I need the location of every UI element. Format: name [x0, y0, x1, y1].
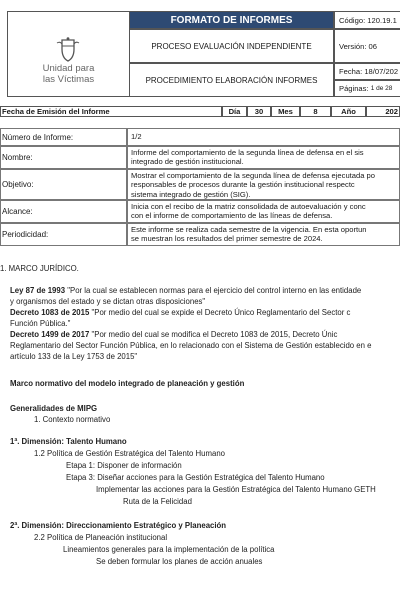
info-row-scope [0, 200, 400, 223]
document-version: Versión: 06 [334, 29, 400, 63]
pages-label: Páginas: [339, 84, 369, 93]
decree-1499-line2: Reglamentario del Sector Función Pública, en lo relacionado con el Sistema de Gestión establecido en e [10, 341, 372, 350]
info-value: Informe del comportamiento de la segunda línea de defensa en el sis integrado de gestión institucional. [127, 146, 400, 169]
emission-date-row [0, 106, 400, 117]
law-87-line2: y organismos del estado y se dictan otras disposiciones" [10, 297, 206, 306]
org-name [8, 63, 129, 85]
year-label: Año [331, 106, 366, 117]
info-value: Mostrar el comportamiento de la segunda línea de defensa ejecutada po responsables de procesos durante la gestión institucional respectc sistema integrado de gestión (SIG). [127, 169, 400, 200]
general-guidelines: Lineamientos generales para la implementación de la política [63, 545, 275, 554]
day-label: Día [222, 106, 247, 117]
logo-cell [7, 11, 129, 97]
info-value: Inicia con el recibo de la matriz consolidada de autoevaluación y conc con el informe de comportamiento de las líneas de defensa. [127, 200, 400, 223]
month-label: Mes [271, 106, 300, 117]
law-title: Decreto 1499 de 2017 [10, 330, 90, 339]
annual-action-plans: Se deben formular los planes de acción anuales [96, 557, 263, 566]
document-date: Fecha: 18/07/202 [334, 63, 400, 80]
info-row-objective [0, 169, 400, 200]
format-title: FORMATO DE INFORMES [129, 11, 334, 29]
mipg-generalities-heading: Generalidades de MIPG [10, 404, 98, 413]
stage-1: Etapa 1: Disponer de información [66, 461, 182, 470]
colombia-seal-icon [53, 37, 83, 63]
section-heading-legal: 1. MARCO JURÍDICO. [0, 264, 79, 273]
law-text: "Por medio del cual se expide el Decreto Único Reglamentario del Sector c [89, 308, 351, 317]
info-label: Número de Informe: [0, 128, 127, 146]
decree-1083-line1 [10, 308, 350, 318]
year-value: 202 [366, 106, 400, 117]
dimension-2-heading: 2ª. Dimensión: Direccionamiento Estratégico y Planeación [10, 521, 227, 530]
policy-1-2: 1.2 Política de Gestión Estratégica del Talento Humano [34, 449, 225, 458]
pages-value: 1 de 28 [370, 85, 393, 92]
decree-1499-line3: artículo 133 de la Ley 1753 de 2015" [10, 352, 138, 361]
info-label: Periodicidad: [0, 223, 127, 246]
org-name-line2: las Víctimas [42, 74, 95, 85]
org-name-line1: Unidad para [42, 63, 95, 74]
law-title: Decreto 1083 de 2015 [10, 308, 90, 317]
law-text: "Por medio del cual se modifica el Decreto 1083 de 2015, Decreto Únic [89, 330, 338, 339]
info-value: Este informe se realiza cada semestre de la vigencia. En esta oportun se muestran los resultados del primer semestre de 2024. [127, 223, 400, 246]
stage-3: Etapa 3: Diseñar acciones para la Gestión Estratégica del Talento Humano [66, 473, 325, 482]
info-row-number [0, 128, 400, 146]
info-label: Objetivo: [0, 169, 127, 200]
mipg-framework-heading: Marco normativo del modelo integrado de planeación y gestión [10, 379, 245, 388]
procedure-name: PROCEDIMIENTO ELABORACIÓN INFORMES [129, 63, 334, 97]
law-text: "Por la cual se establecen normas para el ejercicio del control interno en las entidade [65, 286, 362, 295]
info-value: 1/2 [127, 128, 400, 146]
decree-1499-line1 [10, 330, 337, 340]
process-name: PROCESO EVALUACIÓN INDEPENDIENTE [129, 29, 334, 63]
normative-context-item: 1. Contexto normativo [34, 415, 111, 424]
dimension-1-heading: 1ª. Dimensión: Talento Humano [10, 437, 127, 446]
info-row-name [0, 146, 400, 169]
page-count [334, 80, 400, 97]
implement-actions: Implementar las acciones para la Gestión Estratégica del Talento Humano GETH [96, 485, 376, 494]
document-header [7, 11, 400, 97]
day-value: 30 [247, 106, 271, 117]
law-87-line1 [10, 286, 361, 296]
info-label: Nombre: [0, 146, 127, 169]
emission-label: Fecha de Emisión del Informe [0, 106, 222, 117]
happiness-route: Ruta de la Felicidad [123, 497, 192, 506]
month-value: 8 [300, 106, 331, 117]
policy-2-2: 2.2 Política de Planeación institucional [34, 533, 168, 542]
document-code: Código: 120.19.1 [334, 11, 400, 29]
law-title: Ley 87 de 1993 [10, 286, 66, 295]
decree-1083-line2: Función Pública." [10, 319, 71, 328]
info-label: Alcance: [0, 200, 127, 223]
info-row-periodicity [0, 223, 400, 246]
